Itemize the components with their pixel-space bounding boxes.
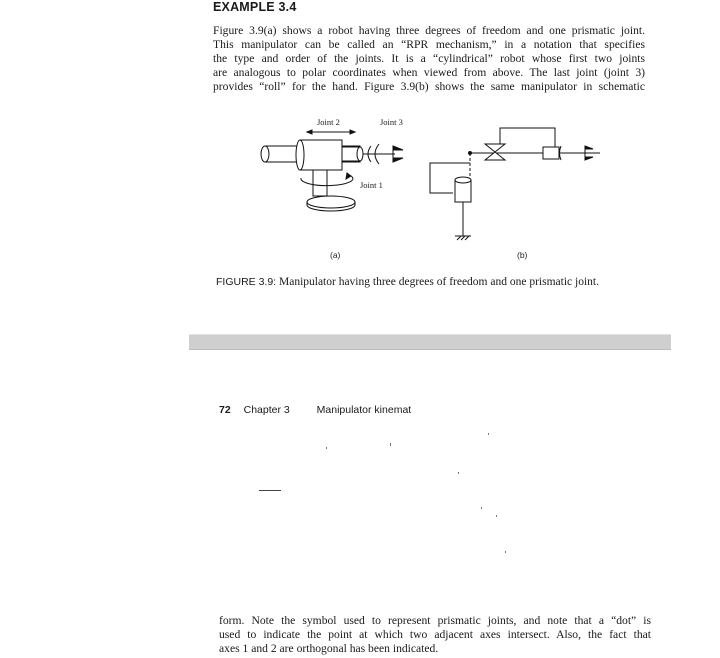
figure-3-9a-robot-drawing [255,110,430,220]
continuation-paragraph [219,614,651,656]
joint3-label: Joint 3 [380,117,403,127]
figure-3-9b-schematic [425,118,600,248]
scan-speck [505,551,506,553]
chapter-title: Manipulator kinemat [316,404,412,416]
paragraph-line: used to indicate the point at which two adjacent axes intersect. Also, the fact that [219,628,651,641]
paragraph-line: are analogous to polar coordinates when viewed from above. The last joint (joint 3) [213,66,645,79]
page-separator-band [189,334,671,350]
page-number: 72 [219,404,231,416]
example-heading: EXAMPLE 3.4 [213,0,297,14]
paragraph-line: axes 1 and 2 are orthogonal has been indicated. [219,642,439,655]
scan-speck [496,515,497,517]
joint1-label: Joint 1 [360,180,383,190]
subfigure-a-label: (a) [330,250,341,260]
example-paragraph [213,24,645,94]
scan-speck [326,447,327,449]
subfigure-b-label: (b) [517,250,528,260]
scan-speck [458,472,459,474]
figure-caption [216,276,599,288]
paragraph-line: Figure 3.9(a) shows a robot having three degrees of freedom and one prismatic joint. [213,24,645,37]
paragraph-line: provides “roll” for the hand. Figure 3.9(b) shows the same manipulator in schematic [213,80,645,93]
caption-text: Manipulator having three degrees of freedom and one prismatic joint. [276,276,599,288]
joint2-label: Joint 2 [317,117,340,127]
paragraph-line: form. Note the symbol used to represent prismatic joints, and note that a “dot” is [219,614,651,627]
chapter-label: Chapter 3 [243,404,290,416]
caption-label: FIGURE 3.9: [216,276,277,288]
paragraph-line: This manipulator can be called an “RPR mechanism,” in a notation that specifies [213,38,645,51]
page-header [219,404,411,416]
scan-speck [390,443,391,446]
paragraph-line: the type and order of the joints. It is a “cylindrical” robot whose first two joints [213,52,645,65]
scan-speck [259,490,281,491]
scan-speck [488,433,489,435]
scan-speck [481,507,482,509]
